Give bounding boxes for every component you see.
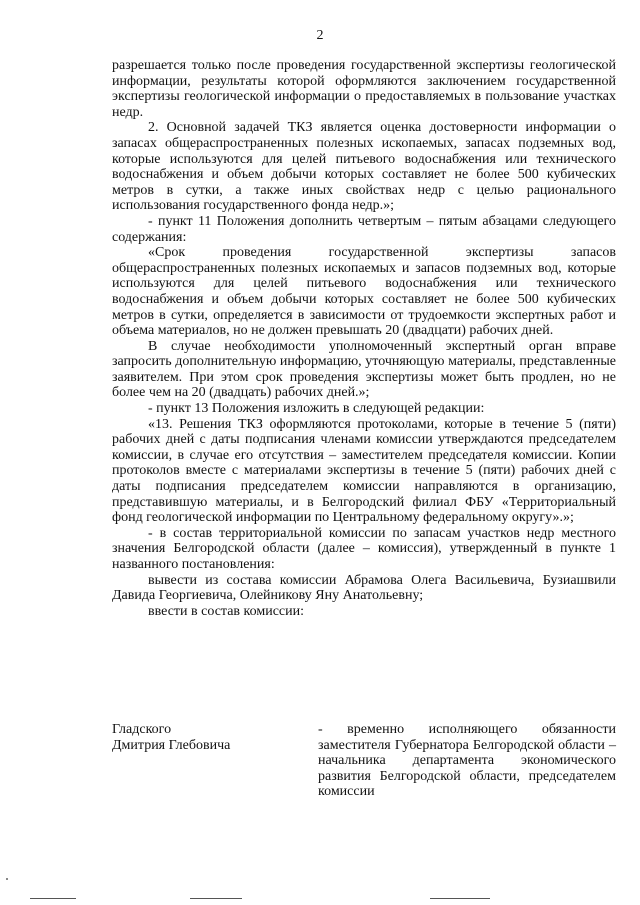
- footer-rule-middle: [190, 898, 242, 899]
- footer-rule-left: [30, 898, 76, 899]
- member-role: - временно исполняющего обязанности заместителя Губернатора Белгородской области – начальника департамента экономического развития Белгородской области, председателем комиссии: [318, 722, 616, 800]
- paragraph-continuation: разрешается только после проведения государственной экспертизы геологической информации, результаты которой оформляются заключением государственной экспертизы геологической информации о предоставляемых в пользование участках недр.: [112, 58, 616, 120]
- page-number: 2: [316, 28, 324, 43]
- member-name: Гладского Дмитрия Глебовича: [112, 722, 231, 753]
- paragraph-tkz-task: 2. Основной задачей ТКЗ является оценка достоверности информации о запасах общераспространенных полезных ископаемых, запасах подземных вод, которые используются для целей питьевого водоснабжения или технического водоснабжения и объем добычи которых составляет не более 500 кубических метров в сутки, а также иных свойствах недр с целью рационального использования государственного фонда недр.»;: [112, 120, 616, 214]
- paragraph-remove-members: вывести из состава комиссии Абрамова Олега Васильевича, Бузиашвили Давида Георгиевича, Олейникову Яну Анатольевну;: [112, 572, 616, 604]
- footer-rule-right: [430, 898, 490, 899]
- paragraph-commission: - в состав территориальной комиссии по запасам участков недр местного значения Белгородской области (далее – комиссия), утвержденный в пункте 1 названного постановления:: [112, 525, 616, 572]
- paragraph-item-13-text: «13. Решения ТКЗ оформляются протоколами, которые в течение 5 (пяти) рабочих дней с даты подписания членами комиссии утверждаются председателем комиссии, в случае его отсутствия – заместителем председателя комиссии. Копии протоколов вместе с материалами экспертизы в течение 5 (пяти) рабочих дней с даты подписания председателем комиссии направляются в организацию, представившую материалы, и в Белгородский филиал ФБУ «Территориальный фонд геологической информации по Центральному федеральному округу».»;: [112, 416, 616, 526]
- document-body: [112, 58, 616, 619]
- paragraph-expertise-term: «Срок проведения государственной экспертизы запасов общераспространенных полезных ископаемых и запасов подземных вод, которые используются для целей питьевого водоснабжения или технического водоснабжения и объем добычи которых составляет не более 500 кубических метров в сутки, определяется в зависимости от трудоемкости экспертных работ и объема материалов, но не должен превышать 20 (двадцати) рабочих дней.: [112, 245, 616, 339]
- paragraph-add-members: ввести в состав комиссии:: [148, 603, 305, 619]
- paragraph-item-13: - пункт 13 Положения изложить в следующей редакции:: [148, 401, 485, 417]
- paragraph-additional-info: В случае необходимости уполномоченный экспертный орган вправе запросить дополнительную информацию, уточняющую материалы, представленные заявителем. При этом срок проведения экспертизы может быть продлен, но не более чем на 20 (двадцать) рабочих дней.»;: [112, 338, 616, 401]
- paragraph-item-11: - пункт 11 Положения дополнить четвертым – пятым абзацами следующего содержания:: [112, 213, 616, 245]
- scan-mark: [6, 878, 8, 880]
